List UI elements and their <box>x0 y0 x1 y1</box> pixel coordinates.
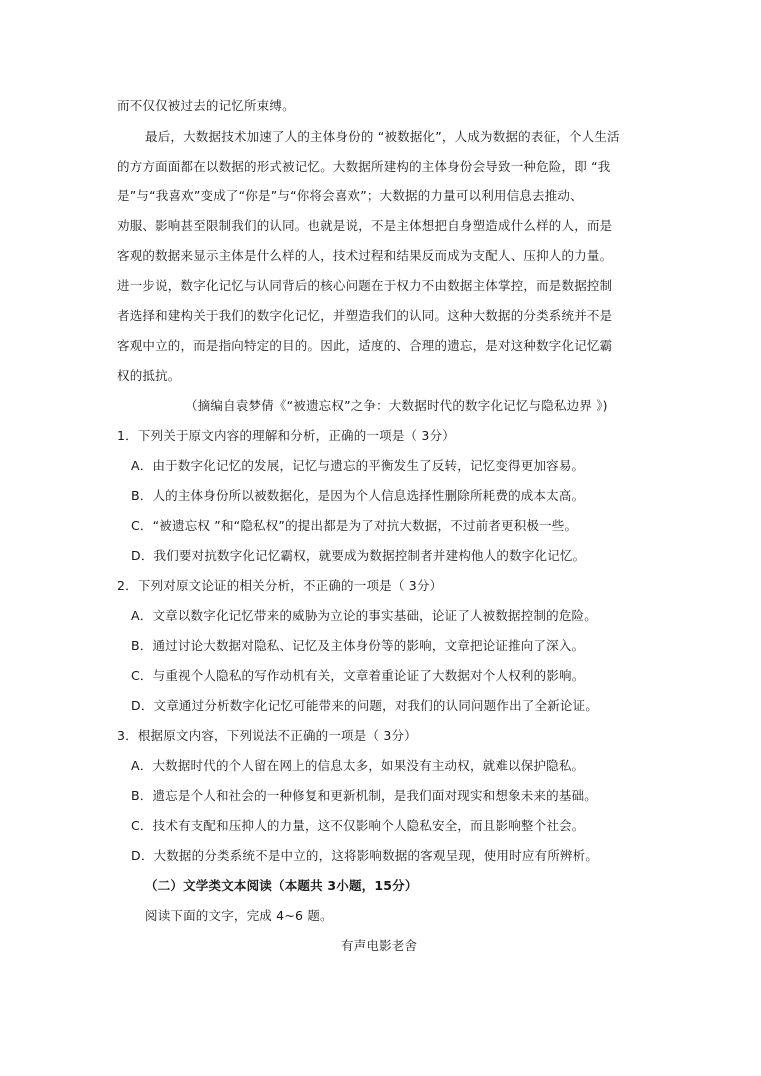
source-citation: （摘编自袁梦倩《“被遗忘权”之争：大数据时代的数字化记忆与隐私边界 》) <box>185 398 608 413</box>
question-stem: 3．根据原文内容，下列说法不正确的一项是（ 3分） <box>117 728 417 743</box>
section-heading: （二）文学类文本阅读（本题共 3小题，15分） <box>145 878 418 893</box>
passage-line: 是”与“我喜欢”变成了“你是”与“你将会喜欢”；大数据的力量可以利用信息去推动、 <box>117 188 583 203</box>
passage-line: 的方方面面都在以数据的形式被记忆。大数据所建构的主体身份会导致一种危险，即 “我 <box>117 159 611 174</box>
question-stem: 1．下列关于原文内容的理解和分析，正确的一项是（ 3分） <box>117 428 455 443</box>
article-title: 有声电影老舍 <box>341 938 418 953</box>
question-option: C．“被遗忘权 ”和“隐私权”的提出都是为了对抗大数据，不过前者更积极一些。 <box>131 518 578 533</box>
question-option: B．通过讨论大数据对隐私、记忆及主体身份等的影响，文章把论证推向了深入。 <box>131 638 585 653</box>
question-option: D．大数据的分类系统不是中立的，这将影响数据的客观呈现，使用时应有所辨析。 <box>131 848 599 863</box>
question-option: A．由于数字化记忆的发展，记忆与遗忘的平衡发生了反转，记忆变得更加容易。 <box>131 458 585 473</box>
question-option: C．技术有支配和压抑人的力量，这不仅影响个人隐私安全，而且影响整个社会。 <box>131 818 585 833</box>
question-option: A．大数据时代的个人留在网上的信息太多，如果没有主动权，就难以保护隐私。 <box>131 758 585 773</box>
passage-line: 劝服、影响甚至限制我们的认同。也就是说，不是主体想把自身塑造成什么样的人，而是 <box>117 218 613 233</box>
passage-line: 进一步说，数字化记忆与认同背后的核心问题在于权力不由数据主体掌控，而是数据控制 <box>117 278 613 293</box>
question-option: A．文章以数字化记忆带来的威胁为立论的事实基础，论证了人被数据控制的危险。 <box>131 608 597 623</box>
question-option: D．文章通过分析数字化记忆可能带来的问题，对我们的认同问题作出了全新论证。 <box>131 698 599 713</box>
question-option: C．与重视个人隐私的写作动机有关，文章着重论证了大数据对个人权利的影响。 <box>131 668 585 683</box>
passage-line: 最后，大数据技术加速了人的主体身份的 “被数据化”，人成为数据的表征，个人生活 <box>145 129 620 144</box>
question-option: B．遗忘是个人和社会的一种修复和更新机制，是我们面对现实和想象未来的基础。 <box>131 788 597 803</box>
question-stem: 2．下列对原文论证的相关分析，不正确的一项是（ 3分） <box>117 578 443 593</box>
section-instruction: 阅读下面的文字，完成 4~6 题。 <box>145 908 333 923</box>
passage-line: 客观的数据来显示主体是什么样的人，技术过程和结果反而成为支配人、压抑人的力量。 <box>117 248 613 263</box>
question-option: D．我们要对抗数字化记忆霸权，就要成为数据控制者并建构他人的数字化记忆。 <box>131 548 586 563</box>
passage-line: 客观中立的，而是指向特定的目的。因此，适度的、合理的遗忘，是对这种数字化记忆霸 <box>117 338 613 353</box>
passage-line: 者选择和建构关于我们的数字化记忆，并塑造我们的认同。这种大数据的分类系统并不是 <box>117 308 613 323</box>
question-option: B．人的主体身份所以被数据化，是因为个人信息选择性删除所耗费的成本太高。 <box>131 488 585 503</box>
passage-line: 权的抵抗。 <box>117 368 181 383</box>
passage-line: 而不仅仅被过去的记忆所束缚。 <box>117 98 295 113</box>
